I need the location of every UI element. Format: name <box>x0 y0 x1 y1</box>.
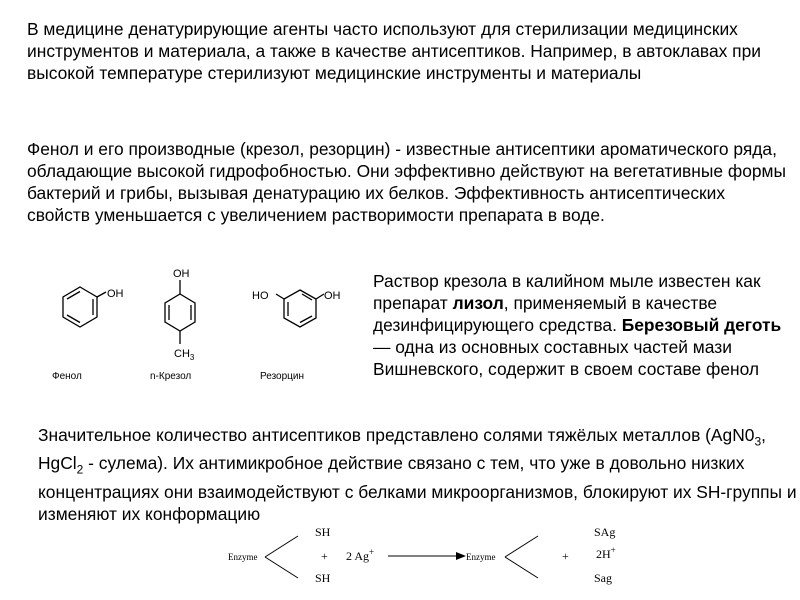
lysol-bold: лизол <box>452 293 504 313</box>
sag-bottom: Sag <box>594 571 612 585</box>
plus-1: + <box>321 549 328 563</box>
enzyme-left-bonds <box>265 536 298 578</box>
birch-tar-bold: Березовый деготь <box>621 315 782 335</box>
cresol-oh-label: OH <box>173 268 190 280</box>
metals-text-1: Значительное количество антисептиков представлено солями тяжёлых металлов (AgN0 <box>38 425 755 445</box>
lysol-text-2: , применяемый в качестве дезинфицирующего средства. <box>373 293 718 335</box>
paragraph-heavy-metals <box>38 424 798 525</box>
cresol-ch3-sub: 3 <box>189 353 195 362</box>
sh-top: SH <box>315 525 331 539</box>
h-plus-sup: + <box>610 545 616 555</box>
reaction-scheme <box>220 520 620 596</box>
cresol-ch: CH <box>174 348 190 360</box>
resorcinol-oh-label: OH <box>324 290 341 302</box>
resorcinol-structure <box>276 290 324 327</box>
enzyme-right: Enzyme <box>466 552 496 562</box>
enzyme-left: Enzyme <box>228 552 258 562</box>
h-plus-text: 2H <box>596 547 611 561</box>
cresol-ch3-label <box>174 348 195 362</box>
reagent-ag <box>346 547 374 563</box>
metals-text-3: - сулема). Их антимикробное действие связано с тем, что уже в довольно низких концентрациях они взаимодействуют с белками микроорганизмов, блокируют их SH-группы и изменяют их конформацию <box>38 453 797 524</box>
metals-sub-1: 3 <box>754 434 762 449</box>
paragraph-phenol: Фенол и его производные (крезол, резорцин) - известные антисептики ароматического ряда, обладающие высокой гидрофобностью. Они эффективно действуют на вегетативные формы бактерий и грибы, вызывая денатурацию их белков. Эффективность антисептических свойств уменьшается с увеличением растворимости препарата в воде. <box>27 139 787 225</box>
h-plus <box>596 545 616 561</box>
metals-sub-2: 2 <box>76 462 84 477</box>
paragraph-denaturing-agents: В медицине денатурирующие агенты часто используют для стерилизации медицинских инструментов и материала, а также в качестве антисептиков. Например, в автоклавах при высокой температуре стерилизуют медицинские инструменты и материалы <box>27 19 761 83</box>
chemical-structures <box>30 262 370 392</box>
reagent-text: 2 Ag <box>346 549 370 563</box>
metals-text-2: , HgCl <box>38 425 766 474</box>
reagent-sup: + <box>369 547 375 557</box>
enzyme-right-bonds <box>505 536 538 578</box>
lysol-text-1: Раствор крезола в калийном мыле известен как препарат <box>373 271 761 313</box>
paragraph-lysol <box>373 270 793 380</box>
resorcinol-ho-label: HO <box>252 290 269 302</box>
phenol-name: Фенол <box>52 371 82 382</box>
phenol-structure <box>63 287 106 327</box>
sh-bottom: SH <box>315 571 331 585</box>
cresol-structure <box>165 280 195 344</box>
phenol-oh-label: OH <box>107 288 124 300</box>
resorcinol-name: Резорцин <box>260 371 305 382</box>
cresol-name: n-Крезол <box>150 371 192 382</box>
plus-2: + <box>562 549 569 563</box>
sag-top: SAg <box>594 525 616 539</box>
reaction-arrow <box>388 552 466 560</box>
lysol-text-3: — одна из основных составных частей мази Вишневского, содержит в своем составе фенол <box>373 337 760 379</box>
